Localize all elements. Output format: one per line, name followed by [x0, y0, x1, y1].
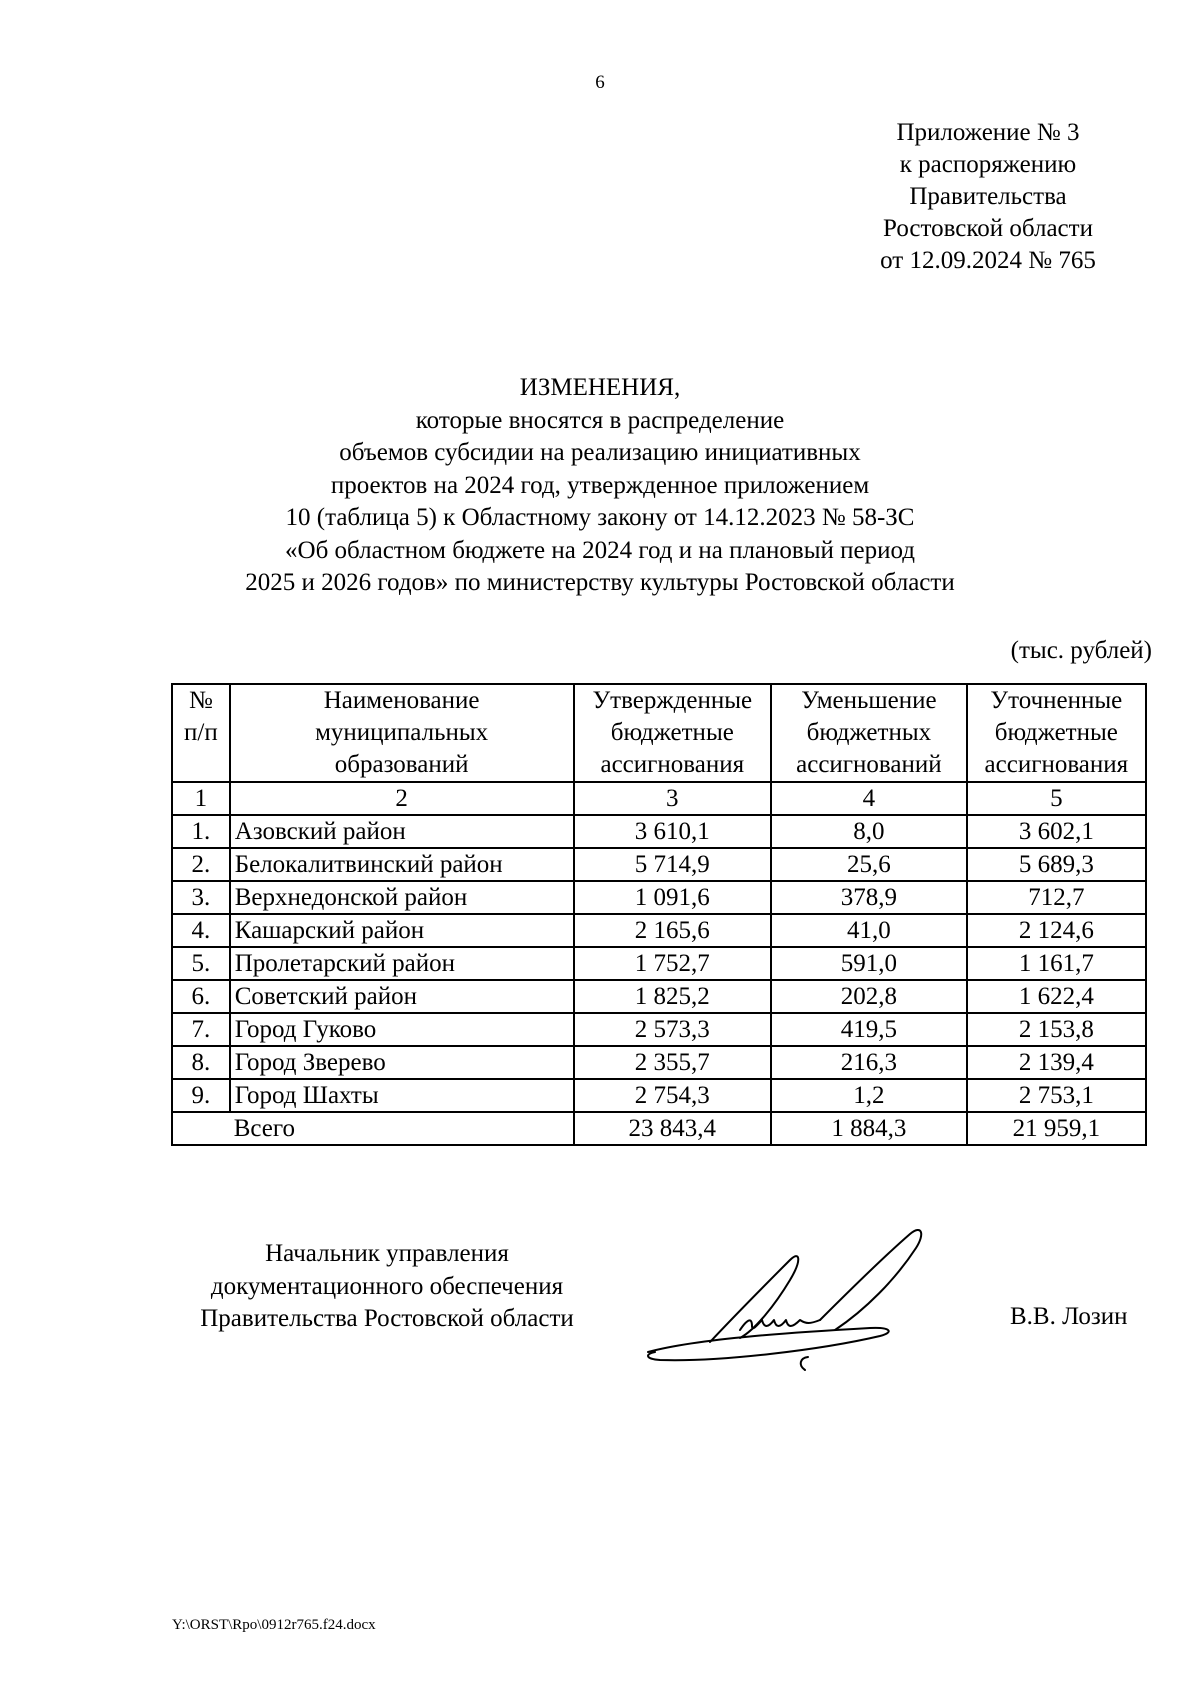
- page-number: 6: [595, 72, 605, 93]
- units-label: (тыс. рублей): [1010, 637, 1152, 664]
- header-approved: Утвержденные бюджетные ассигнования: [574, 684, 772, 782]
- header-decrease: Уменьшение бюджетных ассигнований: [771, 684, 967, 782]
- table-header-row: [172, 684, 1146, 782]
- row-decrease: 378,9: [771, 881, 967, 914]
- table-row: [172, 815, 1146, 848]
- row-num: 5.: [172, 947, 230, 980]
- heading-line: которые вносятся в распределение: [415, 406, 785, 434]
- row-decrease: 419,5: [771, 1013, 967, 1046]
- signer-position-line: документационного обеспечения: [210, 1272, 564, 1300]
- appendix-line: Правительства: [909, 183, 1067, 210]
- row-num: 7.: [172, 1013, 230, 1046]
- signer-position-line: Начальник управления: [265, 1240, 509, 1267]
- row-refined: 712,7: [967, 881, 1146, 914]
- table-row: [172, 1013, 1146, 1046]
- subsidy-table: [171, 683, 1147, 1146]
- row-decrease: 8,0: [771, 815, 967, 848]
- row-num: 2.: [172, 848, 230, 881]
- row-name: Советский район: [230, 980, 574, 1013]
- row-decrease: 591,0: [771, 947, 967, 980]
- total-num: [172, 1112, 230, 1145]
- row-refined: 5 689,3: [967, 848, 1146, 881]
- row-refined: 2 124,6: [967, 914, 1146, 947]
- file-path: Y:\ORST\Rpo\0912r765.f24.docx: [172, 1617, 376, 1633]
- table-row: [172, 980, 1146, 1013]
- appendix-line: Приложение № 3: [896, 119, 1080, 146]
- signer-name: В.В. Лозин: [1010, 1303, 1128, 1330]
- row-name: Белокалитвинский район: [230, 848, 574, 881]
- row-decrease: 216,3: [771, 1046, 967, 1079]
- appendix-line: от 12.09.2024 № 765: [880, 247, 1096, 274]
- row-num: 6.: [172, 980, 230, 1013]
- row-refined: 2 139,4: [967, 1046, 1146, 1079]
- table-row: [172, 947, 1146, 980]
- table-row: [172, 914, 1146, 947]
- table-row: [172, 1079, 1146, 1112]
- row-refined: 3 602,1: [967, 815, 1146, 848]
- total-decrease: 1 884,3: [771, 1112, 967, 1145]
- row-decrease: 202,8: [771, 980, 967, 1013]
- heading-line: объемов субсидии на реализацию инициативных: [339, 439, 861, 466]
- appendix-line: Ростовской области: [883, 215, 1093, 242]
- row-approved: 5 714,9: [574, 848, 772, 881]
- signer-position: [172, 1238, 602, 1336]
- row-decrease: 25,6: [771, 848, 967, 881]
- row-name: Город Шахты: [230, 1079, 574, 1112]
- column-number: 3: [574, 782, 772, 815]
- table-total-row: [172, 1112, 1146, 1145]
- row-name: Верхнедонской район: [230, 881, 574, 914]
- row-approved: 1 091,6: [574, 881, 772, 914]
- heading-line: 10 (таблица 5) к Областному закону от 14.12.2023 № 58-ЗС: [285, 504, 915, 531]
- heading-line: «Об областном бюджете на 2024 год и на плановый период: [285, 536, 915, 564]
- header-num: № п/п: [172, 684, 230, 782]
- appendix-line: к распоряжению: [899, 151, 1077, 178]
- row-approved: 1 825,2: [574, 980, 772, 1013]
- row-name: Пролетарский район: [230, 947, 574, 980]
- total-refined: 21 959,1: [967, 1112, 1146, 1145]
- column-number: 1: [172, 782, 230, 815]
- signature: [640, 1220, 960, 1380]
- row-refined: 1 161,7: [967, 947, 1146, 980]
- document-heading: [180, 372, 1020, 600]
- row-num: 8.: [172, 1046, 230, 1079]
- row-num: 4.: [172, 914, 230, 947]
- column-number: 2: [230, 782, 574, 815]
- row-name: Азовский район: [230, 815, 574, 848]
- total-label: Всего: [230, 1112, 574, 1145]
- row-approved: 2 754,3: [574, 1079, 772, 1112]
- header-refined: Уточненные бюджетные ассигнования: [967, 684, 1146, 782]
- table-row: [172, 1046, 1146, 1079]
- column-number: 5: [967, 782, 1146, 815]
- heading-title: ИЗМЕНЕНИЯ,: [519, 374, 681, 401]
- row-approved: 2 165,6: [574, 914, 772, 947]
- row-approved: 1 752,7: [574, 947, 772, 980]
- row-num: 9.: [172, 1079, 230, 1112]
- row-approved: 2 355,7: [574, 1046, 772, 1079]
- column-number: 4: [771, 782, 967, 815]
- signer-position-line: Правительства Ростовской области: [200, 1305, 574, 1332]
- row-approved: 3 610,1: [574, 815, 772, 848]
- table-row: [172, 881, 1146, 914]
- table-row: [172, 848, 1146, 881]
- header-name: Наименование муниципальных образований: [230, 684, 574, 782]
- row-name: Город Зверево: [230, 1046, 574, 1079]
- row-name: Город Гуково: [230, 1013, 574, 1046]
- row-refined: 2 153,8: [967, 1013, 1146, 1046]
- row-num: 1.: [172, 815, 230, 848]
- row-num: 3.: [172, 881, 230, 914]
- total-approved: 23 843,4: [574, 1112, 772, 1145]
- row-name: Кашарский район: [230, 914, 574, 947]
- row-refined: 2 753,1: [967, 1079, 1146, 1112]
- row-approved: 2 573,3: [574, 1013, 772, 1046]
- heading-line: 2025 и 2026 годов» по министерству культуры Ростовской области: [245, 569, 955, 596]
- column-number-row: [172, 782, 1146, 815]
- row-refined: 1 622,4: [967, 980, 1146, 1013]
- row-decrease: 1,2: [771, 1079, 967, 1112]
- row-decrease: 41,0: [771, 914, 967, 947]
- appendix-block: [808, 117, 1168, 277]
- heading-line: проектов на 2024 год, утвержденное приложением: [330, 471, 870, 499]
